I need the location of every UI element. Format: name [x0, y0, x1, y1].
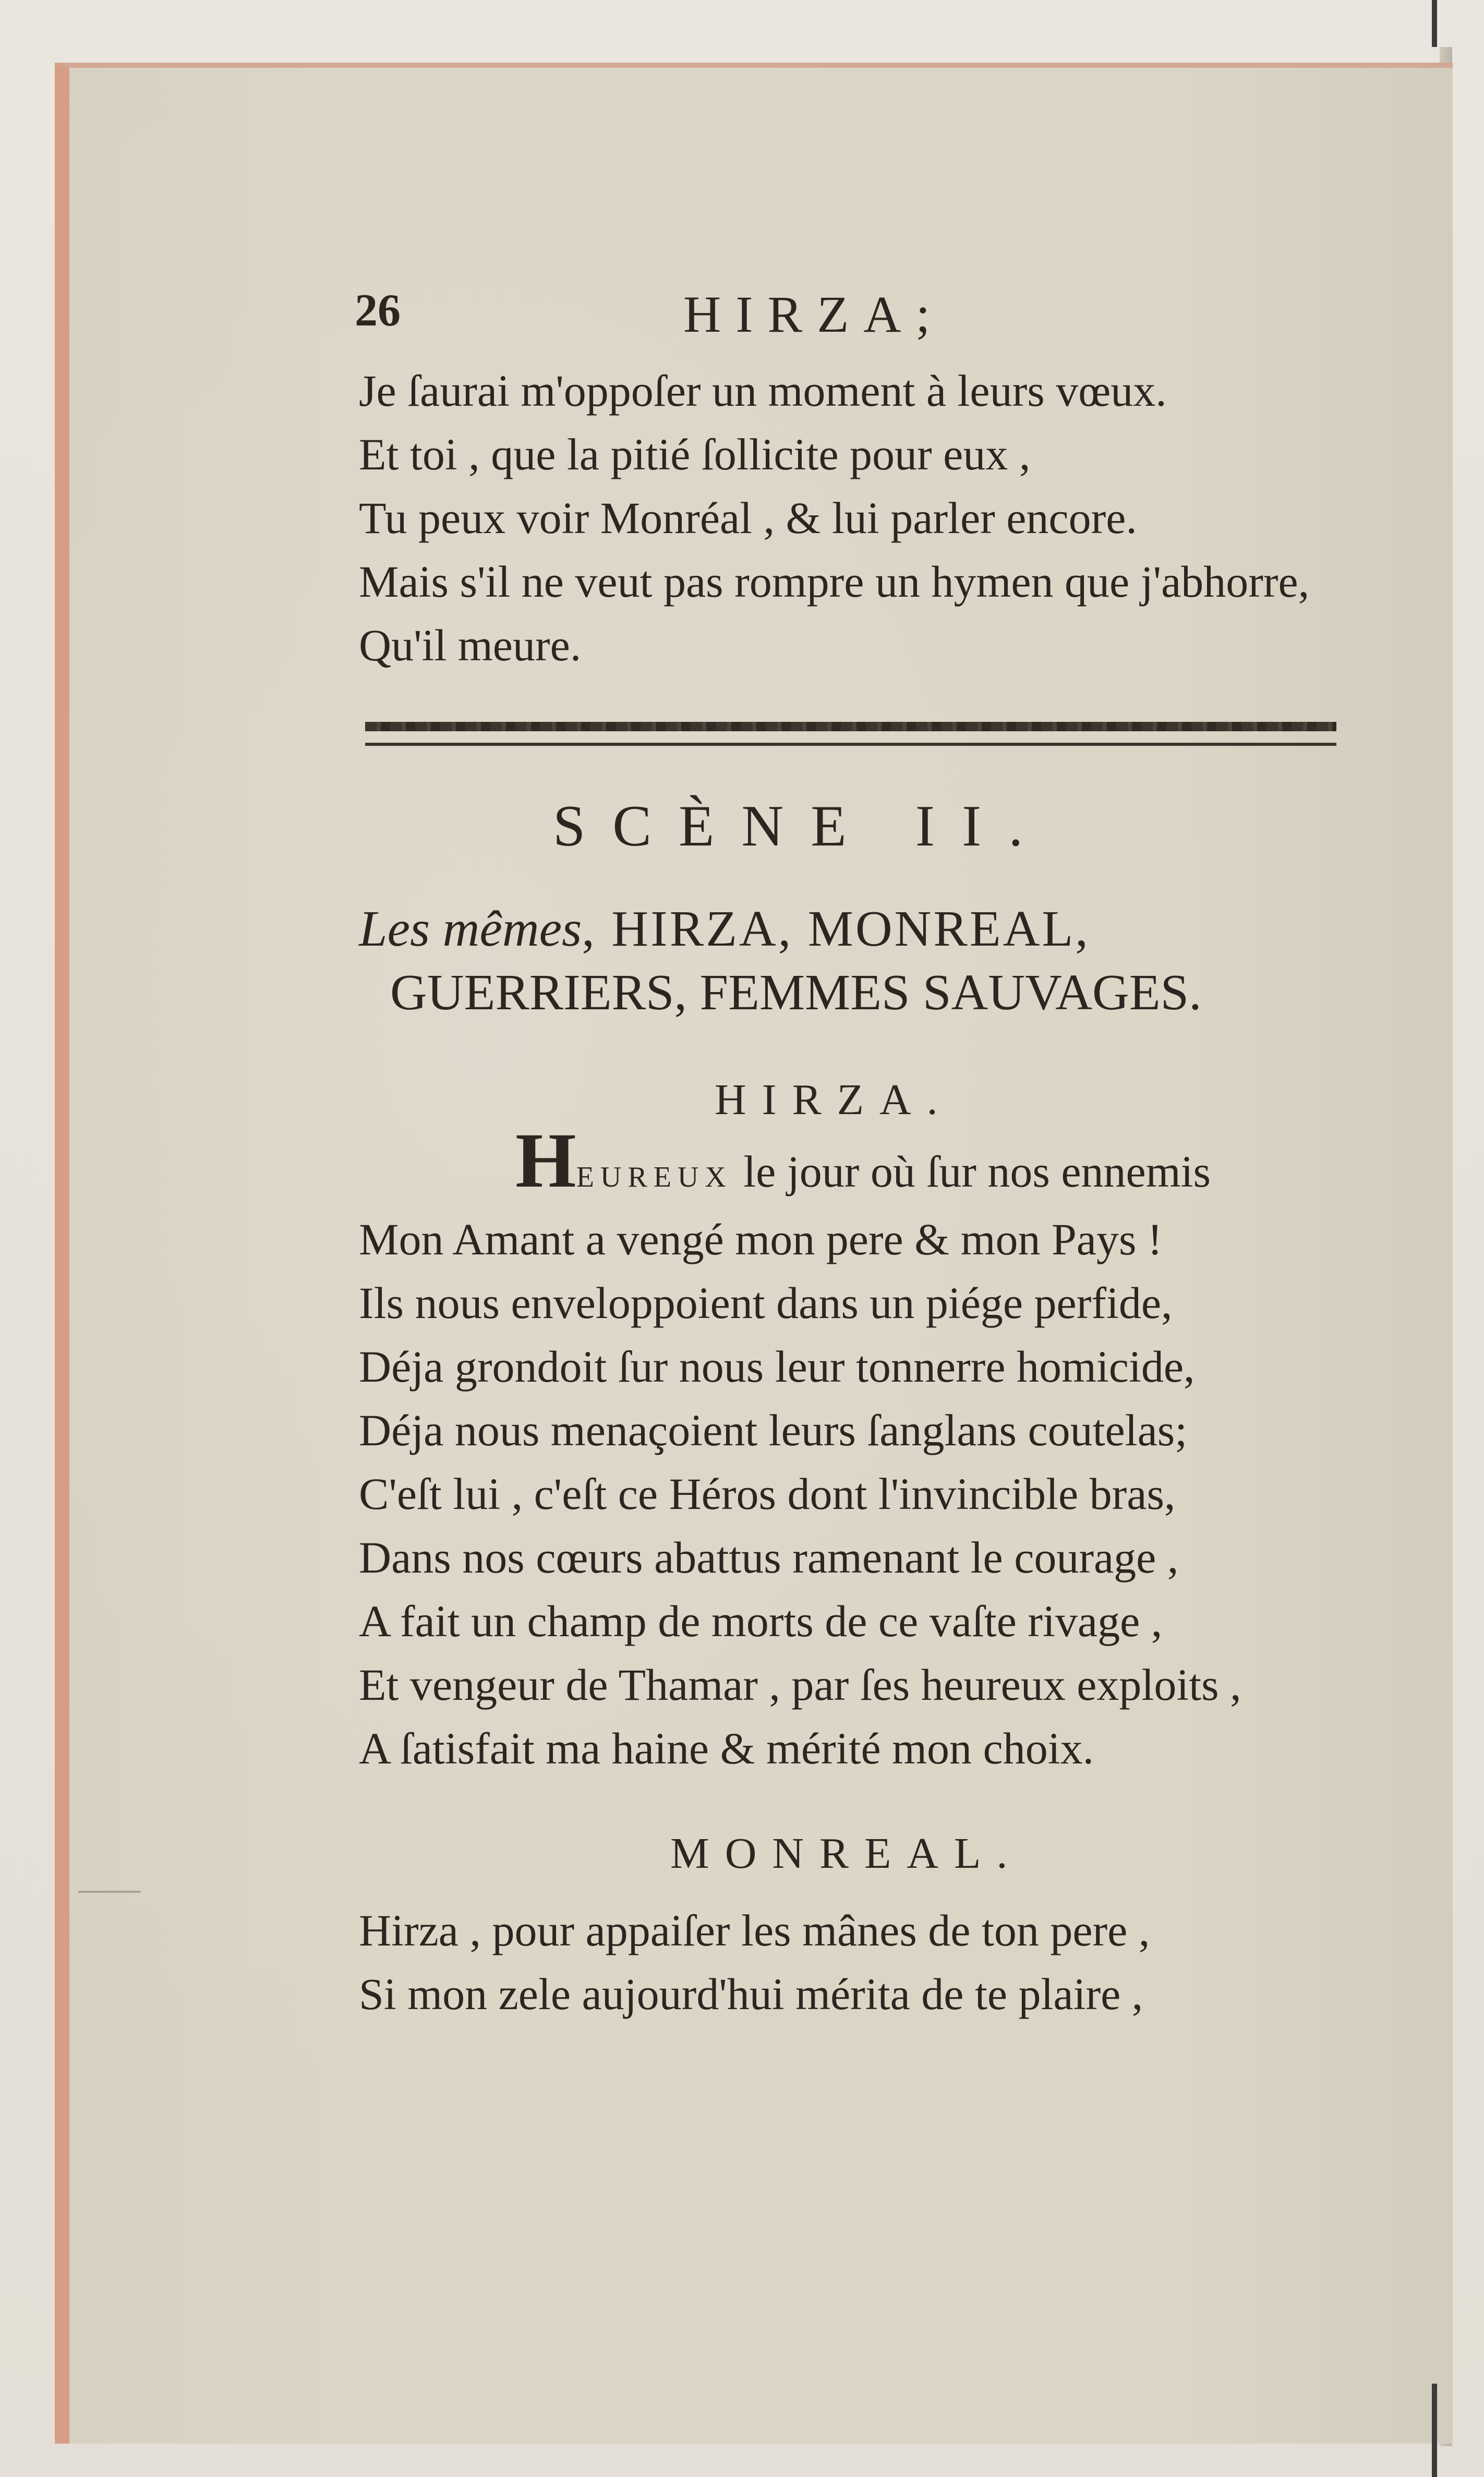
first-line-rest: le jour où ſur nos ennemis: [732, 1146, 1211, 1197]
speech-first-line: [359, 1117, 1371, 1207]
margin-pencil-mark: [78, 1891, 141, 1893]
verse-block-top: [359, 359, 1371, 677]
verse-line: Je ſaurai m'oppoſer un moment à leurs vœux.: [359, 366, 1167, 416]
scene-heading: SCÈNE II.: [553, 794, 1051, 859]
drop-cap: H: [515, 1117, 576, 1204]
verse-line: A fait un champ de morts de ce vaſte rivage ,: [359, 1596, 1163, 1646]
speech-monreal: [359, 1899, 1371, 2026]
speaker-label-monreal: MONREAL.: [670, 1829, 1023, 1878]
scene-divider-thin: [365, 743, 1336, 746]
cast-names-1: , HIRZA, MONREAL,: [582, 901, 1090, 957]
binding-mark-bottom: [1432, 2384, 1437, 2477]
page-number: 26: [355, 285, 401, 336]
speech-hirza: [359, 1117, 1371, 1780]
verse-line: A ſatisfait ma haine & mérité mon choix.: [359, 1723, 1094, 1773]
scene-divider-thick: [365, 722, 1336, 731]
verse-line: Déja nous menaçoient leurs ſanglans coutelas;: [359, 1405, 1188, 1455]
verse-line: Si mon zele aujourd'hui mérita de te plaire ,: [359, 1969, 1143, 2019]
running-title: HIRZA;: [683, 285, 945, 343]
verse-line: Ils nous enveloppoient dans un piége perfide,: [359, 1278, 1173, 1328]
binding-mark-top: [1432, 0, 1437, 47]
first-word-rest: EUREUX: [576, 1161, 732, 1193]
verse-line: C'eſt lui , c'eſt ce Héros dont l'invincible bras,: [359, 1469, 1176, 1519]
verse-line: Mon Amant a vengé mon pere & mon Pays !: [359, 1214, 1163, 1264]
verse-line: Qu'il meure.: [359, 620, 582, 670]
verse-line: Tu peux voir Monréal , & lui parler encore.: [359, 493, 1137, 543]
cast-names-2: GUERRIERS, FEMMES SAUVAGES.: [390, 964, 1202, 1021]
verse-line: Hirza , pour appaiſer les mânes de ton pere ,: [359, 1905, 1150, 1955]
cast-list: [359, 897, 1371, 1024]
cast-intro: Les mêmes: [359, 901, 582, 957]
verse-line: Dans nos cœurs abattus ramenant le courage ,: [359, 1532, 1179, 1582]
verse-line: Et vengeur de Thamar , par ſes heureux exploits ,: [359, 1660, 1241, 1710]
speaker-label-hirza: HIRZA.: [715, 1076, 954, 1124]
verse-line: Et toi , que la pitié ſollicite pour eux ,: [359, 429, 1031, 479]
page-header: [355, 284, 1137, 347]
verse-line: Mais s'il ne veut pas rompre un hymen que j'abhorre,: [359, 557, 1310, 607]
verse-line: Déja grondoit ſur nous leur tonnerre homicide,: [359, 1342, 1195, 1392]
